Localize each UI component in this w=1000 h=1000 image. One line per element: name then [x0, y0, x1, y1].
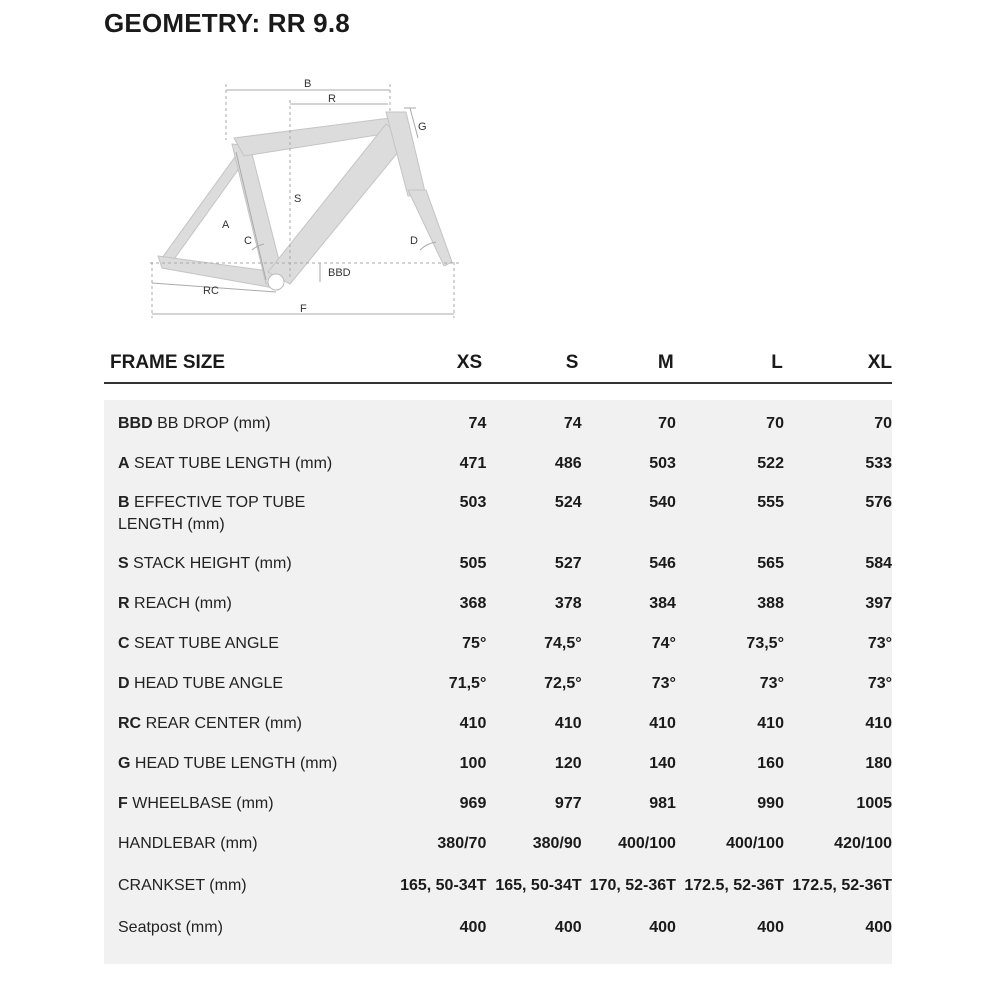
row-label: [104, 793, 368, 815]
cell-l: 555: [757, 494, 784, 511]
cell-m: 546: [649, 555, 676, 572]
row-code: G: [118, 755, 131, 772]
row-name: SEAT TUBE ANGLE: [134, 635, 279, 652]
table-row: [104, 864, 892, 908]
cell-xl: 576: [865, 494, 893, 511]
table-row: [104, 444, 892, 484]
row-label: HANDLEBAR (mm): [118, 835, 258, 852]
row-label: [104, 753, 368, 775]
cell-m: 74°: [651, 635, 676, 652]
bike-frame: [158, 112, 452, 288]
cell-xl: 172.5, 52-36T: [792, 877, 893, 894]
cell-m: 400/100: [618, 835, 676, 852]
table-row: [104, 824, 892, 864]
row-code: C: [118, 635, 130, 652]
cell-l: 73,5°: [746, 635, 784, 652]
cell-xl: 584: [865, 555, 893, 572]
cell-s: 378: [554, 595, 582, 612]
geometry-table: [104, 344, 892, 964]
row-label: [104, 673, 368, 695]
cell-l: 565: [757, 555, 784, 572]
row-code: S: [118, 555, 129, 572]
cell-s: 400: [554, 919, 582, 936]
cell-xs: 165, 50-34T: [400, 877, 487, 894]
cell-s: 977: [554, 795, 582, 812]
cell-xl: 400: [865, 919, 893, 936]
size-header-l: L: [771, 352, 783, 373]
size-header-xs: XS: [456, 352, 483, 373]
row-label: [104, 453, 368, 475]
cell-xl: 70: [874, 415, 893, 432]
frame-geometry-diagram: [0, 0, 1000, 340]
cell-m: 384: [649, 595, 676, 612]
cell-l: 410: [757, 715, 784, 732]
row-code: BBD: [118, 415, 153, 432]
cell-s: 524: [554, 494, 582, 511]
cell-s: 74: [563, 415, 582, 432]
table-row: [104, 404, 892, 444]
label-a: A: [222, 219, 230, 231]
label-bbd: BBD: [328, 267, 351, 279]
cell-xs: 71,5°: [448, 675, 487, 692]
label-s: S: [294, 193, 302, 205]
cell-xl: 420/100: [834, 835, 893, 852]
cell-xl: 1005: [856, 795, 893, 812]
row-name: STACK HEIGHT (mm): [133, 555, 292, 572]
cell-m: 981: [649, 795, 676, 812]
table-row: [104, 908, 892, 948]
size-header-xl: XL: [867, 352, 892, 373]
frame-size-header: FRAME SIZE: [110, 352, 226, 373]
label-d: D: [410, 235, 418, 247]
cell-s: 380/90: [532, 835, 582, 852]
row-code: R: [118, 595, 130, 612]
row-code: RC: [118, 715, 142, 732]
cell-m: 70: [658, 415, 676, 432]
table-header: [104, 344, 892, 384]
cell-xs: 74: [468, 415, 487, 432]
row-code: F: [118, 795, 128, 812]
table-row: [104, 484, 892, 544]
cell-m: 140: [649, 755, 676, 772]
cell-l: 990: [757, 795, 784, 812]
cell-xl: 397: [865, 595, 893, 612]
cell-s: 120: [554, 755, 582, 772]
cell-s: 74,5°: [544, 635, 582, 652]
cell-s: 165, 50-34T: [495, 877, 582, 894]
row-code: D: [118, 675, 130, 692]
row-name: WHEELBASE (mm): [132, 795, 274, 812]
label-r: R: [328, 93, 336, 105]
row-label: Seatpost (mm): [118, 919, 223, 936]
row-label: CRANKSET (mm): [118, 877, 247, 894]
cell-xs: 505: [459, 555, 487, 572]
label-b: B: [304, 78, 312, 90]
row-label: [104, 413, 368, 435]
label-f: F: [300, 303, 307, 315]
table-row: [104, 624, 892, 664]
label-g: G: [418, 121, 427, 133]
cell-l: 160: [757, 755, 784, 772]
cell-m: 400: [649, 919, 676, 936]
cell-xs: 969: [459, 795, 487, 812]
cell-xl: 180: [865, 755, 893, 772]
cell-s: 486: [554, 455, 582, 472]
cell-xs: 400: [459, 919, 487, 936]
table-row: [104, 784, 892, 824]
cell-m: 73°: [651, 675, 676, 692]
label-c: C: [244, 235, 252, 247]
cell-xl: 533: [865, 455, 893, 472]
cell-m: 410: [649, 715, 676, 732]
cell-s: 72,5°: [544, 675, 582, 692]
cell-xs: 368: [459, 595, 487, 612]
row-label: [104, 492, 368, 536]
table-row: [104, 704, 892, 744]
row-code: B: [118, 494, 130, 511]
cell-l: 400: [757, 919, 784, 936]
cell-s: 527: [554, 555, 582, 572]
cell-xs: 100: [459, 755, 487, 772]
cell-l: 400/100: [726, 835, 784, 852]
row-name: HEAD TUBE LENGTH (mm): [134, 755, 338, 772]
row-name: HEAD TUBE ANGLE: [134, 675, 284, 692]
row-name: REAR CENTER (mm): [145, 715, 302, 732]
cell-m: 503: [649, 455, 676, 472]
table-row: [104, 664, 892, 704]
cell-xs: 75°: [462, 635, 487, 652]
table-body: [104, 400, 892, 964]
row-name: BB DROP (mm): [157, 415, 271, 432]
cell-s: 410: [554, 715, 582, 732]
row-label: [104, 593, 368, 615]
cell-l: 522: [757, 455, 784, 472]
cell-l: 172.5, 52-36T: [684, 877, 784, 894]
table-row: [104, 584, 892, 624]
cell-l: 73°: [759, 675, 784, 692]
bottom-bracket: [268, 274, 284, 290]
row-name: REACH (mm): [134, 595, 232, 612]
cell-xs: 471: [459, 455, 487, 472]
cell-m: 170, 52-36T: [589, 877, 676, 894]
row-code: A: [118, 455, 130, 472]
cell-m: 540: [649, 494, 676, 511]
row-name: EFFECTIVE TOP TUBE LENGTH (mm): [118, 494, 306, 533]
page-title: GEOMETRY: RR 9.8: [104, 8, 350, 38]
table-row: [104, 744, 892, 784]
cell-xs: 503: [459, 494, 487, 511]
cell-xl: 410: [865, 715, 893, 732]
size-header-s: S: [565, 352, 579, 373]
cell-xs: 410: [459, 715, 487, 732]
cell-l: 388: [757, 595, 784, 612]
cell-xs: 380/70: [437, 835, 487, 852]
size-header-m: M: [657, 352, 674, 373]
cell-xl: 73°: [867, 635, 893, 652]
row-name: SEAT TUBE LENGTH (mm): [134, 455, 333, 472]
row-label: [104, 553, 368, 575]
cell-l: 70: [766, 415, 784, 432]
label-rc: RC: [203, 285, 219, 297]
row-label: [104, 713, 368, 735]
cell-xl: 73°: [867, 675, 893, 692]
table-row: [104, 544, 892, 584]
row-label: [104, 633, 368, 655]
